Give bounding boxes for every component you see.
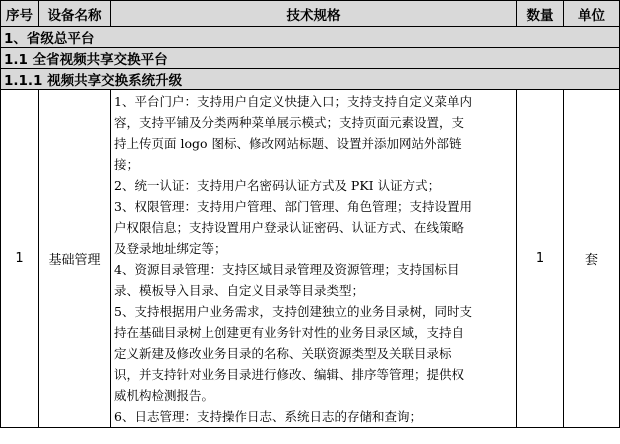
spec-line: 及登录地址绑定等； bbox=[114, 241, 227, 256]
row-spec bbox=[111, 90, 517, 428]
row-unit: 套 bbox=[564, 90, 620, 428]
spec-line: 户权限信息；支持设置用户登录认证密码、认证方式、在线策略 bbox=[114, 220, 465, 235]
spec-line: 2、统一认证：支持用户名密码认证方式及 PKI 认证方式； bbox=[114, 178, 441, 193]
header-spec: 技术规格 bbox=[111, 1, 517, 27]
section-title: 1、省级总平台 bbox=[1, 27, 620, 48]
spec-line: 接； bbox=[114, 157, 140, 172]
spec-line: 持在基础目录树上创建更有业务针对性的业务目录区域，支持自 bbox=[114, 325, 465, 340]
spec-line: 6、日志管理：支持操作日志、系统日志的存储和查询； bbox=[114, 409, 422, 424]
section-row bbox=[1, 69, 620, 90]
header-row bbox=[1, 1, 620, 27]
spec-line: 容，支持平铺及分类两种菜单展示模式；支持页面元素设置，支 bbox=[114, 115, 465, 130]
spec-line: 3、权限管理：支持用户管理、部门管理、角色管理；支持设置用 bbox=[114, 199, 472, 214]
subsection-title: 1.1 全省视频共享交换平台 bbox=[1, 48, 620, 69]
spec-line: 5、支持根据用户业务需求，支持创建独立的业务目录树，同时支 bbox=[114, 304, 472, 319]
spec-line: 定义新建及修改业务目录的名称、关联资源类型及关联目录标 bbox=[114, 346, 452, 361]
spec-line: 威机构检测报告。 bbox=[114, 388, 215, 403]
table-row bbox=[1, 90, 620, 428]
spec-line: 识，并支持针对业务目录进行修改、编辑、排序等管理；提供权 bbox=[114, 367, 465, 382]
subsubsection-title: 1.1.1 视频共享交换系统升级 bbox=[1, 69, 620, 90]
spec-line: 1、平台门户：支持用户自定义快捷入口；支持支持自定义菜单内 bbox=[114, 94, 472, 109]
row-device-name: 基础管理 bbox=[39, 90, 111, 428]
header-index: 序号 bbox=[1, 1, 39, 27]
header-device-name: 设备名称 bbox=[39, 1, 111, 27]
spec-line: 持上传页面 logo 图标、修改网站标题、设置并添加网站外部链 bbox=[114, 136, 462, 151]
row-index: 1 bbox=[1, 90, 39, 428]
section-row bbox=[1, 27, 620, 48]
spec-line: 4、资源目录管理：支持区域目录管理及资源管理；支持国标目 bbox=[114, 262, 460, 277]
header-quantity: 数量 bbox=[517, 1, 564, 27]
spec-line: 录、模板导入目录、自定义目录等目录类型； bbox=[114, 283, 365, 298]
section-row bbox=[1, 48, 620, 69]
header-unit: 单位 bbox=[564, 1, 620, 27]
row-quantity: 1 bbox=[517, 90, 564, 428]
